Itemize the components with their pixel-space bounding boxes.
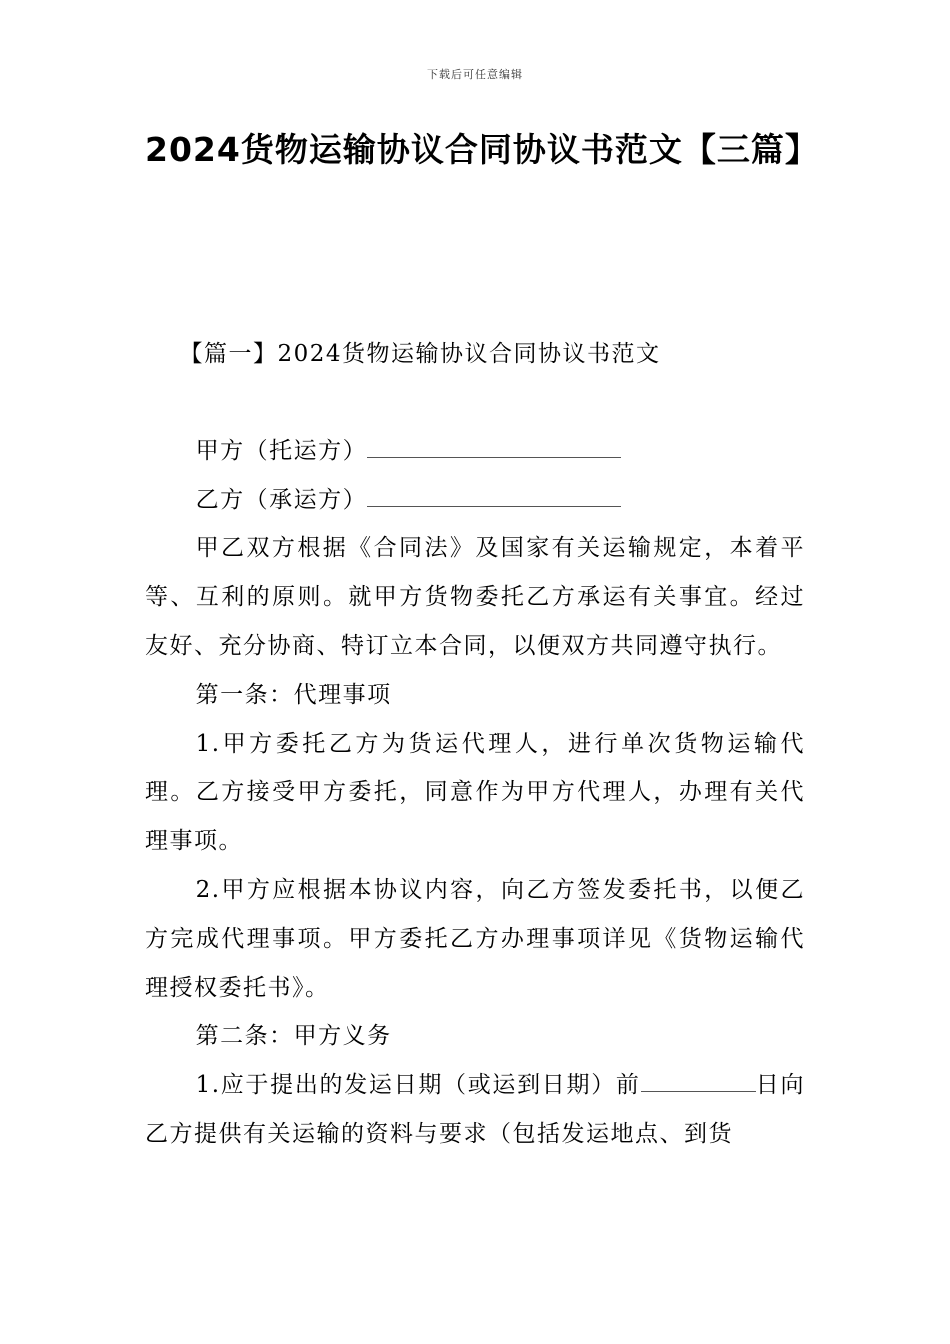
article2-item1-blank bbox=[641, 1073, 756, 1092]
article1-title: 第一条：代理事项 bbox=[195, 681, 392, 708]
article2-item1 bbox=[145, 1061, 805, 1159]
party-b-line bbox=[145, 476, 805, 525]
party-b-blank bbox=[367, 488, 621, 507]
article1-item2: 2.甲方应根据本协议内容，向乙方签发委托书，以便乙方完成代理事项。甲方委托乙方办理事项详见《货物运输代理授权委托书》。 bbox=[145, 876, 805, 1001]
document-body bbox=[145, 330, 805, 1159]
header-note: 下载后可任意编辑 bbox=[427, 68, 523, 81]
section-heading: 【篇一】2024货物运输协议合同协议书范文 bbox=[179, 341, 661, 367]
party-b-label: 乙方（承运方） bbox=[195, 486, 368, 513]
article2-title: 第二条：甲方义务 bbox=[195, 1023, 392, 1050]
intro-paragraph: 甲乙双方根据《合同法》及国家有关运输规定，本着平等、互利的原则。就甲方货物委托乙方承运有关事宜。经过友好、充分协商、特订立本合同，以便双方共同遵守执行。 bbox=[145, 535, 805, 659]
article2-item1-text-after: 日向乙方提供有关运输的资料与要求（包括发运地点、到货 bbox=[145, 1072, 806, 1147]
party-a-blank bbox=[367, 439, 621, 458]
party-a-label: 甲方（托运方） bbox=[195, 437, 368, 464]
article1-item1: 1.甲方委托乙方为货运代理人，进行单次货物运输代理。乙方接受甲方委托，同意作为甲方代理人，办理有关代理事项。 bbox=[145, 730, 805, 855]
article2-item1-text-before: 1.应于提出的发运日期（或运到日期）前 bbox=[195, 1072, 641, 1099]
party-a-line bbox=[145, 427, 805, 476]
document-title: 2024货物运输协议合同协议书范文【三篇】 bbox=[145, 130, 819, 169]
